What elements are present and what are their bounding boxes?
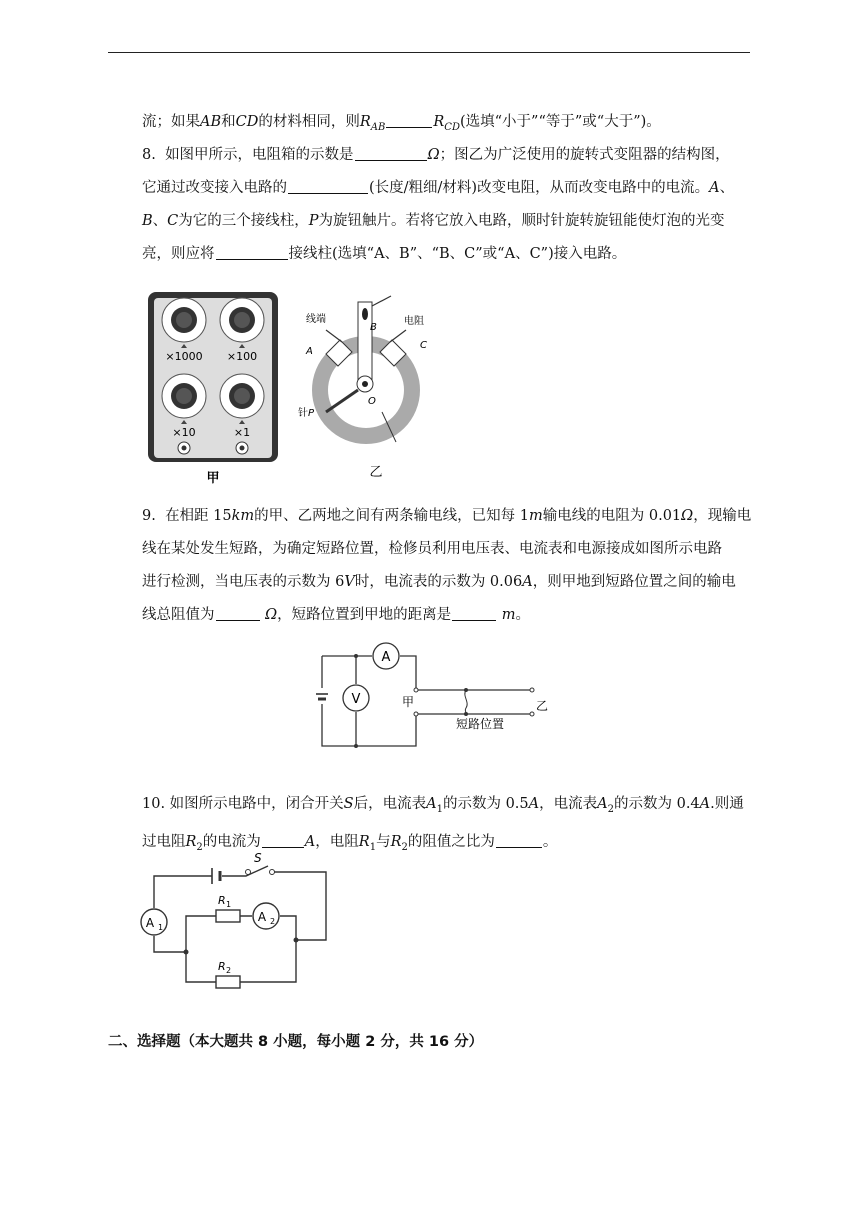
- resistor-r2: [216, 976, 240, 988]
- switch-contact: [270, 870, 275, 875]
- svg-text:R: R: [218, 894, 226, 907]
- label-short-position: 短路位置: [456, 717, 505, 731]
- voltmeter-label: V: [351, 692, 361, 707]
- q9-circuit-figure: [316, 642, 556, 752]
- q10-circuit-figure: [136, 852, 336, 992]
- dial-label: ×100: [226, 350, 258, 363]
- header-rule: [108, 52, 750, 53]
- question-9: 9. 在相距 15km的甲、乙两地之间有两条输电线，已知每 1m输电线的电阻为 0.01Ω，现输电 线在某处发生短路，为确定短路位置，检修员利用电压表、电流表和电源接成如图所示电路 进行检测，当电压表的示数为 6V时，电流表的示数为 0.06A，则甲地到短路位置之间的输电 线总阻值为 Ω，短路位置到甲地的距离是 m。: [142, 508, 752, 623]
- label-yi: 乙: [536, 699, 549, 713]
- svg-text:2: 2: [226, 966, 232, 975]
- rotary-rheostat-figure: [296, 292, 446, 482]
- dial-label: ×1: [233, 426, 251, 439]
- answer-blank[interactable]: [496, 833, 542, 848]
- svg-text:R: R: [218, 960, 226, 973]
- label-o: O: [368, 396, 376, 407]
- answer-blank[interactable]: [216, 606, 260, 621]
- short-circuit-mark: [465, 690, 467, 714]
- ammeter-label: A: [381, 650, 391, 665]
- label-a: A: [306, 346, 313, 357]
- figure-caption-jia: 甲: [206, 471, 220, 486]
- section-2-heading: 二、选择题（本大题共 8 小题，每小题 2 分，共 16 分）: [108, 1034, 484, 1050]
- svg-text:2: 2: [270, 917, 276, 926]
- dial-label: ×10: [172, 426, 196, 439]
- label-c: C: [420, 340, 427, 351]
- question-10: 10. 如图所示电路中，闭合开关S后，电流表$A_1$的示数为 0.5A，电流表$A_2$的示数为 0.4A.则通 过电阻$R_2$的电流为 A，电阻$R_1$与$R_2$的阻值之比为 。: [142, 796, 744, 853]
- answer-blank[interactable]: [386, 113, 432, 128]
- dial-label: ×1000: [165, 350, 203, 363]
- answer-blank[interactable]: [216, 245, 288, 260]
- label-jia: 甲: [402, 695, 415, 709]
- label-s: S: [254, 852, 262, 865]
- label-pin: 针: [298, 408, 308, 419]
- svg-text:A: A: [257, 910, 267, 924]
- question-7-tail: 流；如果AB和CD的材料相同，则$R_{AB}$ $R_{CD}$(选填“小于”“等于”或“大于”)。: [142, 114, 661, 133]
- label-p: P: [308, 408, 315, 419]
- answer-blank[interactable]: [288, 179, 368, 194]
- figure-caption-yi: 乙: [369, 465, 383, 480]
- svg-text:A: A: [145, 916, 155, 930]
- resistance-box-figure: [146, 290, 282, 490]
- svg-text:1: 1: [158, 923, 164, 932]
- label-b: B: [370, 322, 377, 333]
- switch-contact: [246, 870, 251, 875]
- question-8: 8. 如图甲所示，电阻箱的示数是 Ω；图乙为广泛使用的旋转式变阻器的结构图， 它通过改变接入电路的 (长度/粗细/材料)改变电阻，从而改变电路中的电流。A、 B、C为它的三个接线柱，P为旋钮触片。若将它放入电路，顺时针旋转旋钮能使灯泡的光变 亮，则应将 接线柱(选填“A、B”、“B、C”或“A、C”)接入电路。: [142, 147, 735, 262]
- junction-dot: [294, 938, 299, 943]
- junction-dot: [184, 950, 189, 955]
- answer-blank[interactable]: [262, 833, 304, 848]
- resistor-r1: [216, 910, 240, 922]
- label-wire-end: 线端: [306, 314, 326, 325]
- answer-blank[interactable]: [355, 146, 427, 161]
- label-resistor: 电阻: [404, 316, 424, 327]
- answer-blank[interactable]: [452, 606, 496, 621]
- svg-text:1: 1: [226, 900, 232, 909]
